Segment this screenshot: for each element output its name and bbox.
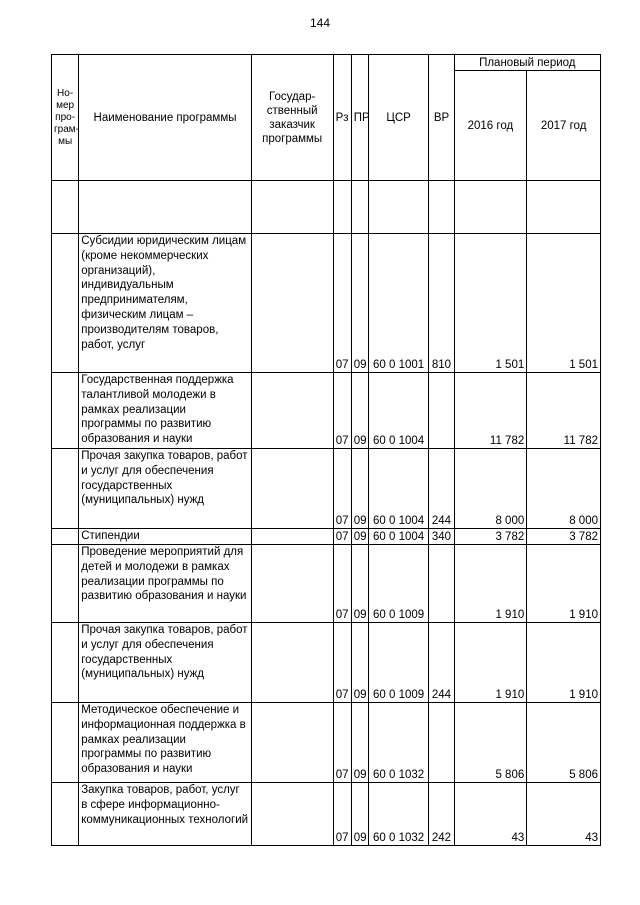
header-customer: Государ-ственный заказчик программы xyxy=(251,55,333,181)
amount-2016-cell: 5 806 xyxy=(454,703,527,783)
header-rz: Рз xyxy=(333,55,351,181)
rz-cell: 07 xyxy=(333,623,351,703)
vr-cell xyxy=(429,545,454,623)
pr-cell: 09 xyxy=(351,529,368,545)
vr-cell xyxy=(429,703,454,783)
header-program-number: Но-мер про-грам-мы xyxy=(52,55,79,181)
csr-cell: 60 0 1001 xyxy=(368,234,429,373)
pr-cell: 09 xyxy=(351,449,368,529)
table-row xyxy=(52,449,601,529)
table-row xyxy=(52,545,601,623)
vr-cell: 810 xyxy=(429,234,454,373)
program-name-cell: Стипендии xyxy=(79,529,252,545)
program-name-cell: Субсидии юридическим лицам (кроме некоммерческих организаций), индивидуальным предпринимателям, физическим лицам – производителям товаров, работ, услуг xyxy=(79,234,252,373)
pr-cell: 09 xyxy=(351,234,368,373)
amount-2016-cell: 11 782 xyxy=(454,373,527,449)
vr-cell: 242 xyxy=(429,783,454,846)
table-row xyxy=(52,783,601,846)
csr-cell: 60 0 1032 xyxy=(368,783,429,846)
budget-table xyxy=(51,54,601,846)
rz-cell: 07 xyxy=(333,703,351,783)
rz-cell: 07 xyxy=(333,234,351,373)
rz-cell: 07 xyxy=(333,373,351,449)
amount-2017-cell: 1 910 xyxy=(527,545,601,623)
program-name-cell: Государственная поддержка талантливой молодежи в рамках реализации программы по развитию образования и науки xyxy=(79,373,252,449)
amount-2017-cell: 43 xyxy=(527,783,601,846)
pr-cell: 09 xyxy=(351,783,368,846)
header-planned-period: Плановый период xyxy=(454,55,600,71)
header-program-name: Наименование программы xyxy=(79,55,252,181)
program-name-cell: Прочая закупка товаров, работ и услуг для обеспечения государственных (муниципальных) нужд xyxy=(79,623,252,703)
header-csr: ЦСР xyxy=(368,55,429,181)
table-row xyxy=(52,373,601,449)
amount-2017-cell: 1 910 xyxy=(527,623,601,703)
pr-cell: 09 xyxy=(351,545,368,623)
header-pr: ПР xyxy=(351,55,368,181)
rz-cell: 07 xyxy=(333,449,351,529)
program-name-cell: Закупка товаров, работ, услуг в сфере информационно-коммуникационных технологий xyxy=(79,783,252,846)
vr-cell: 244 xyxy=(429,623,454,703)
csr-cell: 60 0 1032 xyxy=(368,703,429,783)
page-number: 144 xyxy=(309,16,331,30)
table-row xyxy=(52,234,601,373)
amount-2017-cell: 5 806 xyxy=(527,703,601,783)
table-row xyxy=(52,529,601,545)
rz-cell: 07 xyxy=(333,545,351,623)
amount-2016-cell: 8 000 xyxy=(454,449,527,529)
spacer-row xyxy=(52,181,601,234)
csr-cell: 60 0 1009 xyxy=(368,623,429,703)
amount-2016-cell: 43 xyxy=(454,783,527,846)
program-name-cell: Проведение мероприятий для детей и молодежи в рамках реализации программы по развитию образования и науки xyxy=(79,545,252,623)
amount-2017-cell: 3 782 xyxy=(527,529,601,545)
amount-2017-cell: 1 501 xyxy=(527,234,601,373)
amount-2017-cell: 8 000 xyxy=(527,449,601,529)
csr-cell: 60 0 1009 xyxy=(368,545,429,623)
header-year-2017: 2017 год xyxy=(527,71,601,181)
table-row xyxy=(52,623,601,703)
amount-2016-cell: 1 910 xyxy=(454,545,527,623)
pr-cell: 09 xyxy=(351,373,368,449)
table-row xyxy=(52,703,601,783)
program-name-cell: Прочая закупка товаров, работ и услуг для обеспечения государственных (муниципальных) нужд xyxy=(79,449,252,529)
program-name-cell: Методическое обеспечение и информационная поддержка в рамках реализации программы по развитию образования и науки xyxy=(79,703,252,783)
vr-cell: 340 xyxy=(429,529,454,545)
header-year-2016: 2016 год xyxy=(454,71,527,181)
amount-2017-cell: 11 782 xyxy=(527,373,601,449)
header-vr: ВР xyxy=(429,55,454,181)
vr-cell: 244 xyxy=(429,449,454,529)
csr-cell: 60 0 1004 xyxy=(368,373,429,449)
pr-cell: 09 xyxy=(351,703,368,783)
csr-cell: 60 0 1004 xyxy=(368,449,429,529)
rz-cell: 07 xyxy=(333,529,351,545)
csr-cell: 60 0 1004 xyxy=(368,529,429,545)
vr-cell xyxy=(429,373,454,449)
amount-2016-cell: 3 782 xyxy=(454,529,527,545)
amount-2016-cell: 1 910 xyxy=(454,623,527,703)
amount-2016-cell: 1 501 xyxy=(454,234,527,373)
rz-cell: 07 xyxy=(333,783,351,846)
pr-cell: 09 xyxy=(351,623,368,703)
